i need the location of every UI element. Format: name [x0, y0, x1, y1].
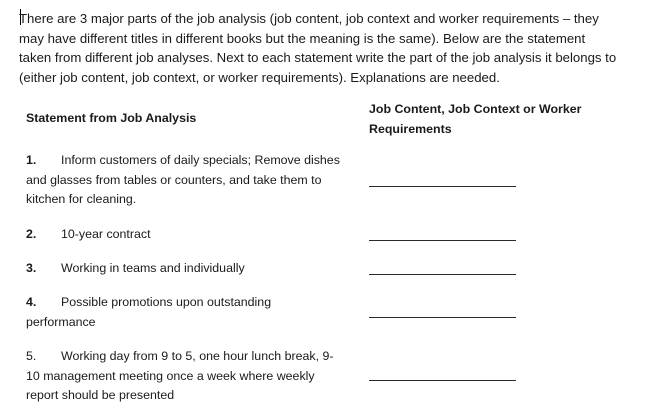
answer-blank-1[interactable] [369, 186, 516, 187]
statement-item-3 [26, 259, 366, 279]
instructions-line: (either job content, job context, or worker requirements). Explanations are needed. [19, 69, 500, 85]
statement-text-line: Possible promotions upon outstanding [61, 295, 272, 309]
statement-text-line: Working in teams and individually [61, 261, 245, 275]
statement-text-line: 10-year contract [61, 227, 151, 241]
answer-blank-5[interactable] [369, 380, 516, 381]
instructions-line: may have different titles in different books but the meaning is the same). Below are the statement [19, 30, 586, 46]
statement-column-header: Statement from Job Analysis [26, 111, 197, 125]
answer-column-header-line: Requirements [369, 121, 452, 136]
statement-text-line: and glasses from tables or counters, and take them to [26, 172, 322, 187]
statement-text-line: 10 management meeting once a week where weekly [26, 368, 315, 383]
statement-item-2 [26, 225, 366, 245]
statement-number: 2. [26, 227, 37, 241]
instructions-line: taken from different job analyses. Next to each statement write the part of the job analysis it belongs to [19, 50, 617, 65]
statement-item-4 [26, 293, 366, 332]
answer-column-header [369, 100, 582, 139]
statement-item-1 [26, 151, 366, 210]
statement-item-5 [26, 347, 366, 406]
instructions-paragraph [19, 9, 649, 87]
statement-text-line: report should be presented [26, 388, 175, 402]
statement-number: 5. [26, 349, 37, 363]
answer-blank-4[interactable] [369, 317, 516, 318]
answer-blank-3[interactable] [369, 274, 516, 275]
statement-text-line: Inform customers of daily specials; Remove dishes [61, 153, 340, 167]
statement-number: 1. [26, 153, 37, 167]
statement-number: 4. [26, 295, 37, 309]
answer-blank-2[interactable] [369, 240, 516, 241]
statement-text-line: performance [26, 314, 96, 329]
statement-number: 3. [26, 261, 37, 275]
instructions-line: There are 3 major parts of the job analysis (job content, job context and worker requirements – they [19, 11, 599, 26]
answer-column-header-line: Job Content, Job Context or Worker [369, 102, 582, 116]
statement-text-line: kitchen for cleaning. [26, 192, 137, 206]
statement-text-line: Working day from 9 to 5, one hour lunch break, 9- [61, 349, 334, 363]
